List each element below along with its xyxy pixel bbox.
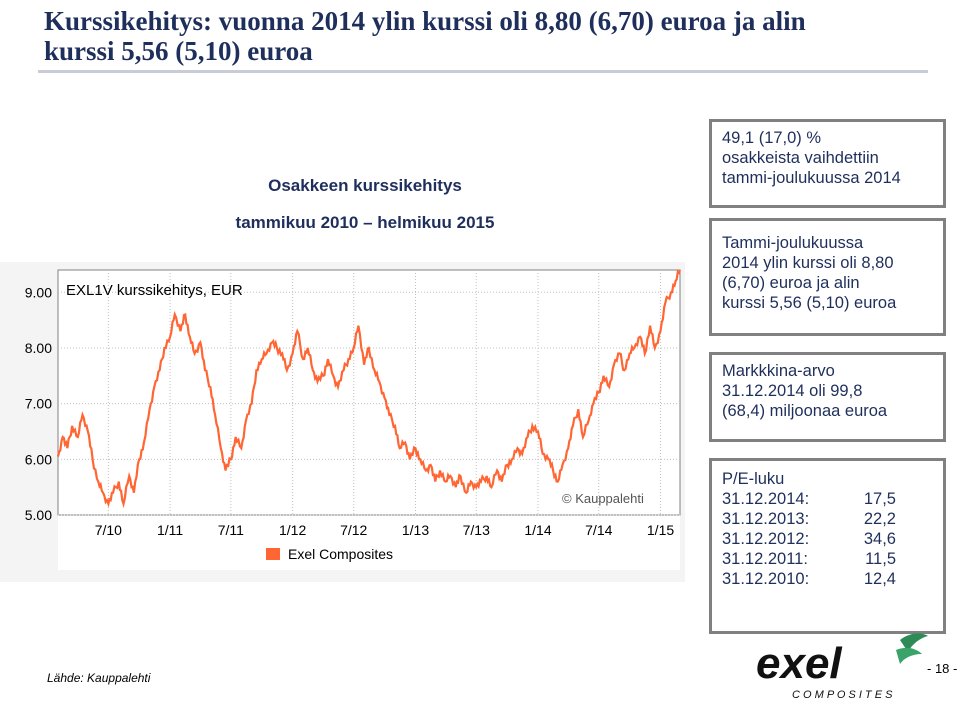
pe-ratio-row [722,569,933,589]
x-tick-label: 1/13 [401,522,430,538]
market-cap-line: (68,4) miljoonaa euroa [722,402,888,420]
pe-value: 34,6 [863,530,896,548]
pe-ratio-box [709,458,946,634]
x-tick-label: 1/14 [524,522,552,538]
pe-value: 11,5 [865,550,896,568]
chart-heading: Osakkeen kurssikehitys [268,176,462,195]
slide-title [44,6,924,66]
source-note: Lähde: Kauppalehti [47,671,151,685]
x-tick-label: 7/10 [94,522,122,538]
market-cap-line: 31.12.2014 oli 99,8 [722,382,863,400]
legend-swatch [266,548,280,560]
page-number: - 18 - [927,661,958,676]
pe-date: 31.12.2010: [722,570,810,588]
logo-wordmark: exel [756,639,842,688]
pe-value: 17,5 [863,490,896,508]
x-tick-label: 7/14 [585,522,613,538]
price-range-line: kurssi 5,56 (5,10) euroa [722,294,897,312]
title-divider [38,70,928,73]
trading-volume-line: osakkeista vaihdettiin [722,149,879,167]
trading-volume-line: 49,1 (17,0) % [722,129,822,147]
pe-date: 31.12.2013: [722,510,810,528]
pe-ratio-row [722,489,933,509]
logo-leaf-icon [896,633,928,664]
price-range-box [709,218,946,336]
pe-date: 31.12.2011: [722,550,808,568]
y-tick-label: 7.00 [24,395,52,412]
pe-ratio-row [722,509,933,529]
y-tick-label: 9.00 [24,284,52,301]
pe-value: 22,2 [863,510,896,528]
x-tick-label: 7/13 [462,522,490,538]
price-range-line: (6,70) euroa ja alin [722,274,860,292]
x-tick-label: 7/12 [340,522,368,538]
y-tick-label: 5.00 [24,507,52,523]
x-tick-label: 7/11 [217,522,244,538]
price-range-line: 2014 ylin kurssi oli 8,80 [722,254,894,272]
y-tick-label: 8.00 [24,339,52,356]
x-tick-label: 1/15 [646,522,675,538]
legend-label: Exel Composites [288,546,394,562]
x-tick-label: 1/12 [279,522,307,538]
price-range-line: Tammi-joulukuussa [722,234,864,252]
pe-ratio-title: P/E-luku [722,470,785,488]
chart-watermark: © Kauppalehti [562,491,644,506]
market-cap-line: Markkkina-arvo [722,362,835,380]
exel-composites-logo [750,628,932,706]
pe-value: 12,4 [863,570,896,588]
chart-subheading: tammikuu 2010 – helmikuu 2015 [235,213,495,232]
chart-title: EXL1V kurssikehitys, EUR [66,282,243,299]
trading-volume-box [709,119,946,208]
slide-title-line-1: Kurssikehitys: vuonna 2014 ylin kurssi oli 8,80 (6,70) euroa ja alin [44,6,806,36]
y-tick-label: 6.00 [24,451,52,468]
pe-date: 31.12.2014: [722,490,810,508]
price-chart [0,262,685,582]
pe-ratio-row [722,529,933,549]
pe-ratio-row [722,549,933,569]
pe-date: 31.12.2012: [722,530,810,548]
slide-title-line-2: kurssi 5,56 (5,10) euroa [44,36,313,66]
trading-volume-line: tammi-joulukuussa 2014 [722,169,901,187]
x-tick-label: 1/11 [157,522,184,538]
market-cap-box [709,352,946,442]
logo-tagline: C O M P O S I T E S [792,689,893,701]
